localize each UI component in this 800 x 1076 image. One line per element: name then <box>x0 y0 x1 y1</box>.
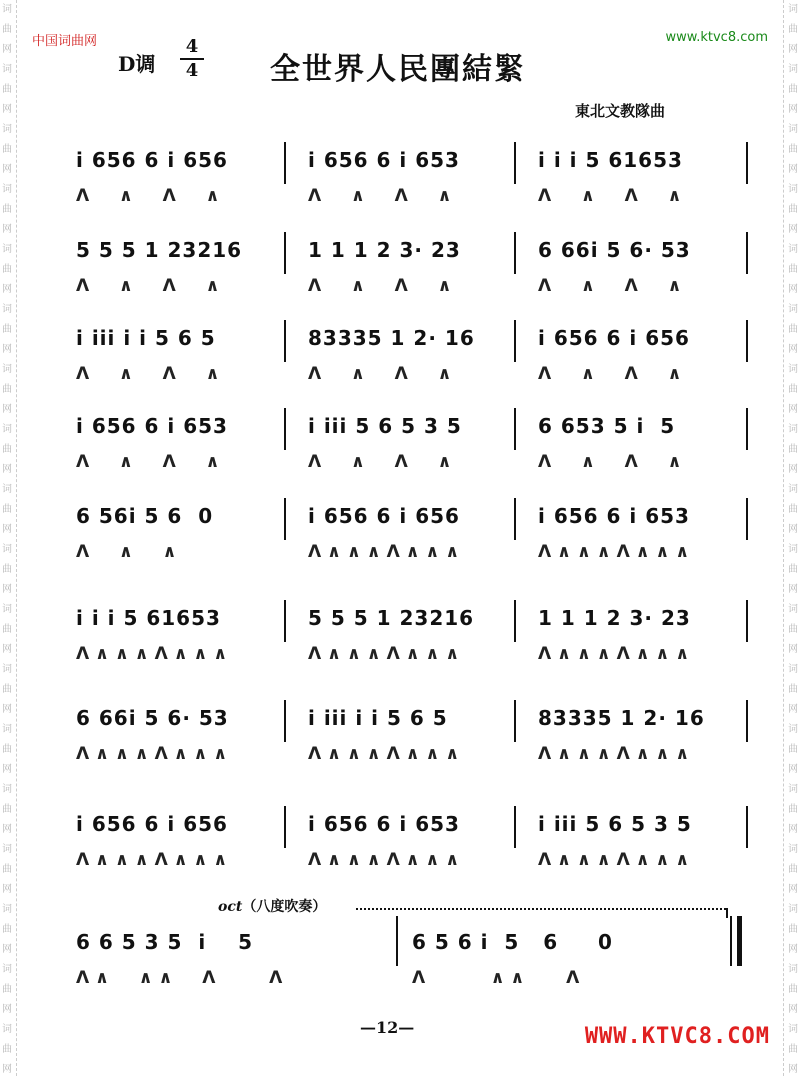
accents: Λ∧∧∧Λ∧∧∧ <box>308 542 466 562</box>
notes: i iii 5 6 5 3 5 <box>308 414 462 438</box>
accents: Λ∧∧∧Λ∧∧∧ <box>538 542 696 562</box>
final-barline-thin <box>730 916 732 966</box>
measure <box>532 806 758 878</box>
barline <box>514 320 516 362</box>
barline <box>514 600 516 642</box>
barline <box>284 806 286 848</box>
accents: Λ ∧ Λ ∧ <box>538 186 688 206</box>
barline <box>514 142 516 184</box>
notes: i 656 6 i 656 <box>538 326 690 350</box>
measure <box>302 806 528 878</box>
notes: i iii 5 6 5 3 5 <box>538 812 692 836</box>
measure <box>70 320 296 392</box>
page-number: —12— <box>360 1018 415 1037</box>
accents: Λ∧∧∧Λ∧∧∧ <box>308 644 466 664</box>
time-signature <box>180 38 204 80</box>
measure <box>302 408 528 480</box>
notes: 6 66i 5 6· 53 <box>538 238 691 262</box>
measure <box>532 498 758 570</box>
accents: Λ ∧∧ Λ <box>412 968 586 988</box>
barline <box>284 498 286 540</box>
barline <box>514 700 516 742</box>
accents: Λ ∧ ∧ <box>76 542 183 562</box>
barline <box>396 916 398 966</box>
key-signature: D调 <box>118 52 156 76</box>
accents: Λ ∧ Λ ∧ <box>308 186 458 206</box>
barline <box>514 498 516 540</box>
octave-label: oct <box>218 899 243 915</box>
score-row-8 <box>70 806 750 878</box>
barline <box>746 142 748 184</box>
barline <box>746 320 748 362</box>
score-row-1 <box>70 142 750 214</box>
notes: 6 56i 5 6 0 <box>76 504 214 528</box>
time-signature-bottom: 4 <box>185 60 199 81</box>
notes: i 656 6 i 656 <box>76 812 228 836</box>
barline <box>284 142 286 184</box>
measure-last-2 <box>406 924 726 996</box>
notes: i i i 5 61653 <box>76 606 221 630</box>
notes: i iii i i 5 6 5 <box>308 706 448 730</box>
measure <box>302 600 528 672</box>
accents: Λ∧∧∧Λ∧∧∧ <box>538 744 696 764</box>
notes: 5 5 5 1 23216 <box>76 238 243 262</box>
accents: Λ ∧ Λ ∧ <box>538 452 688 472</box>
score-row-last <box>70 924 750 996</box>
measure <box>70 142 296 214</box>
notes: i 656 6 i 653 <box>538 504 690 528</box>
accents: Λ ∧ Λ ∧ <box>76 276 226 296</box>
barline <box>284 320 286 362</box>
measure <box>302 320 528 392</box>
score-row-7 <box>70 700 750 772</box>
notes: 1 1 1 2 3· 23 <box>308 238 461 262</box>
accents: Λ ∧ Λ ∧ <box>308 276 458 296</box>
measure <box>532 320 758 392</box>
score-row-5 <box>70 498 750 570</box>
barline <box>746 408 748 450</box>
accents: Λ∧∧∧Λ∧∧∧ <box>538 850 696 870</box>
barline <box>746 600 748 642</box>
barline <box>284 700 286 742</box>
score-row-2 <box>70 232 750 304</box>
accents: Λ∧∧∧Λ∧∧∧ <box>76 644 234 664</box>
measure <box>302 700 528 772</box>
accents: Λ∧∧∧Λ∧∧∧ <box>538 644 696 664</box>
barline <box>284 408 286 450</box>
watermark-top-right[interactable]: www.ktvc8.com <box>665 30 768 45</box>
measure <box>532 408 758 480</box>
accents: Λ ∧ Λ ∧ <box>538 276 688 296</box>
measure <box>302 232 528 304</box>
accents: Λ ∧ Λ ∧ <box>308 364 458 384</box>
notes: i i i 5 61653 <box>538 148 683 172</box>
measure <box>70 498 296 570</box>
score-row-6 <box>70 600 750 672</box>
barline <box>514 806 516 848</box>
accents: Λ ∧ Λ ∧ <box>308 452 458 472</box>
accents: Λ∧∧∧Λ∧∧∧ <box>308 744 466 764</box>
barline <box>746 700 748 742</box>
notes: 6 6 5 3 5 i 5 <box>76 930 253 954</box>
notes: i 656 6 i 656 <box>76 148 228 172</box>
barline <box>514 232 516 274</box>
measure <box>302 142 528 214</box>
notes: 1 1 1 2 3· 23 <box>538 606 691 630</box>
octave-instruction <box>218 896 326 916</box>
notes: 5 5 5 1 23216 <box>308 606 475 630</box>
accents: Λ ∧ Λ ∧ <box>76 452 226 472</box>
barline <box>284 232 286 274</box>
octave-dotted-line <box>356 908 726 910</box>
accents: Λ∧∧∧Λ∧∧∧ <box>76 850 234 870</box>
watermark-bottom-right[interactable]: WWW.KTVC8.COM <box>584 1024 770 1049</box>
octave-line-hook <box>726 908 728 918</box>
measure <box>70 700 296 772</box>
notes: 6 5 6 i 5 6 0 <box>412 930 613 954</box>
notes: 6 66i 5 6· 53 <box>76 706 229 730</box>
accents: Λ ∧ Λ ∧ <box>76 364 226 384</box>
measure <box>70 600 296 672</box>
measure <box>70 806 296 878</box>
measure <box>532 700 758 772</box>
measure <box>532 600 758 672</box>
notes: 6 653 5 i 5 <box>538 414 676 438</box>
left-dashed-margin <box>16 0 17 1076</box>
score-row-4 <box>70 408 750 480</box>
accents: Λ∧∧∧Λ∧∧∧ <box>76 744 234 764</box>
notes: i iii i i 5 6 5 <box>76 326 216 350</box>
song-title: 全世界人民團結緊 <box>270 52 526 87</box>
measure-last-1 <box>70 924 390 996</box>
watermark-top-left[interactable]: 中国词曲网 <box>32 34 98 49</box>
final-barline-thick <box>737 916 742 966</box>
right-dashed-margin <box>783 0 784 1076</box>
measure <box>70 232 296 304</box>
measure <box>302 498 528 570</box>
octave-note: （八度吹奏） <box>242 899 327 915</box>
notes: 83335 1 2· 16 <box>308 326 475 350</box>
time-signature-top: 4 <box>185 36 199 57</box>
barline <box>746 806 748 848</box>
accents: Λ ∧ Λ ∧ <box>76 186 226 206</box>
measure <box>532 232 758 304</box>
measure <box>532 142 758 214</box>
accents: Λ ∧ Λ ∧ <box>538 364 688 384</box>
measure <box>70 408 296 480</box>
notes: i 656 6 i 656 <box>308 504 460 528</box>
right-side-watermark: 词曲网词曲网词曲网词曲网词曲网词曲网词曲网词曲网词曲网词曲网词曲网词曲网词曲网词曲网词曲网词曲网词曲网词曲网 <box>788 4 798 1075</box>
score-row-3 <box>70 320 750 392</box>
barline <box>746 232 748 274</box>
composer-credit: 東北文教隊曲 <box>575 102 666 120</box>
accents: Λ∧ ∧∧ Λ Λ <box>76 968 289 988</box>
notes: i 656 6 i 653 <box>308 812 460 836</box>
accents: Λ∧∧∧Λ∧∧∧ <box>308 850 466 870</box>
barline <box>514 408 516 450</box>
barline <box>284 600 286 642</box>
notes: i 656 6 i 653 <box>308 148 460 172</box>
barline <box>746 498 748 540</box>
notes: 83335 1 2· 16 <box>538 706 705 730</box>
left-side-watermark: 词曲网词曲网词曲网词曲网词曲网词曲网词曲网词曲网词曲网词曲网词曲网词曲网词曲网词曲网词曲网词曲网词曲网词曲网 <box>2 4 12 1075</box>
notes: i 656 6 i 653 <box>76 414 228 438</box>
